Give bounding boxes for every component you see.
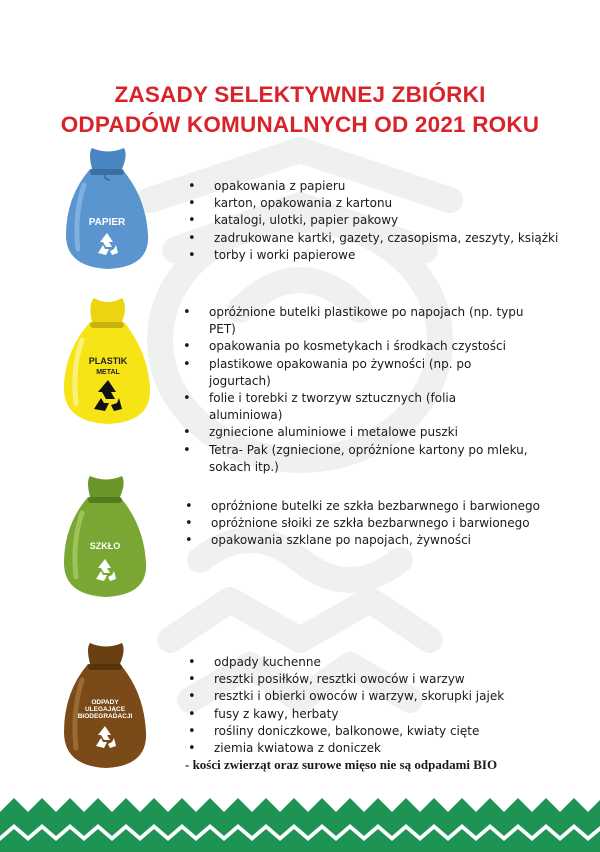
bio-items-list xyxy=(188,654,504,757)
list-item: • resztki posiłków, resztki owoców i warzyw xyxy=(188,671,504,688)
list-item: • opróżnione słoiki ze szkła bezbarwnego i barwionego xyxy=(185,515,540,532)
bio-bag-label-2: ULEGAJĄCE xyxy=(84,706,126,713)
list-item: • resztki i obierki owoców i warzyw, skorupki jajek xyxy=(188,688,504,705)
list-item: • folie i torebki z tworzyw sztucznych (folia aluminiowa) xyxy=(183,390,528,424)
list-item: • opakowania z papieru xyxy=(188,178,558,195)
paper-items-list xyxy=(188,178,558,264)
paper-bag-icon xyxy=(62,145,154,275)
list-item: • zgniecione aluminiowe i metalowe puszki xyxy=(183,424,528,441)
list-item: • torby i worki papierowe xyxy=(188,247,558,264)
plastic-items-list xyxy=(183,304,528,476)
list-item: • opróżnione butelki plastikowe po napojach (np. typu PET) xyxy=(183,304,528,338)
glass-bag-icon xyxy=(60,473,152,603)
list-item: • plastikowe opakowania po żywności (np. po jogurtach) xyxy=(183,356,528,390)
plastic-bag-label-2: METAL xyxy=(96,369,120,376)
list-item: • opakowania szklane po napojach, żywności xyxy=(185,532,540,549)
footer-zigzag-border xyxy=(0,798,600,852)
list-item: • opakowania po kosmetykach i środkach czystości xyxy=(183,338,528,355)
glass-bag-label: SZKŁO xyxy=(89,541,121,551)
bio-bag-label-3: BIODEGRADACJI xyxy=(77,713,133,720)
bio-exclusion-note: - kości zwierząt oraz surowe mięso nie są odpadami BIO xyxy=(185,757,498,772)
list-item: • rośliny doniczkowe, balkonowe, kwiaty cięte xyxy=(188,723,504,740)
list-item: • ziemia kwiatowa z doniczek xyxy=(188,740,504,757)
title-line-1: ZASADY SELEKTYWNEJ ZBIÓRKI xyxy=(114,82,486,107)
bio-bag-icon xyxy=(60,640,152,772)
list-item: • odpady kuchenne xyxy=(188,654,504,671)
bio-bag-label-1: ODPADY xyxy=(91,699,119,706)
list-item: • katalogi, ulotki, papier pakowy xyxy=(188,212,558,229)
list-item: • zadrukowane kartki, gazety, czasopisma, zeszyty, książki xyxy=(188,230,558,247)
list-item: • karton, opakowania z kartonu xyxy=(188,195,558,212)
page-title xyxy=(0,80,600,140)
list-item: • Tetra- Pak (zgniecione, opróżnione kartony po mleku, sokach itp.) xyxy=(183,442,528,476)
plastic-metal-bag-icon xyxy=(60,296,155,428)
plastic-bag-label-1: PLASTIK xyxy=(88,356,128,366)
list-item: • fusy z kawy, herbaty xyxy=(188,706,504,723)
glass-items-list xyxy=(185,498,540,550)
paper-bag-label: PAPIER xyxy=(88,217,126,228)
title-line-2: ODPADÓW KOMUNALNYCH OD 2021 ROKU xyxy=(60,112,540,137)
list-item: • opróżnione butelki ze szkła bezbarwnego i barwionego xyxy=(185,498,540,515)
